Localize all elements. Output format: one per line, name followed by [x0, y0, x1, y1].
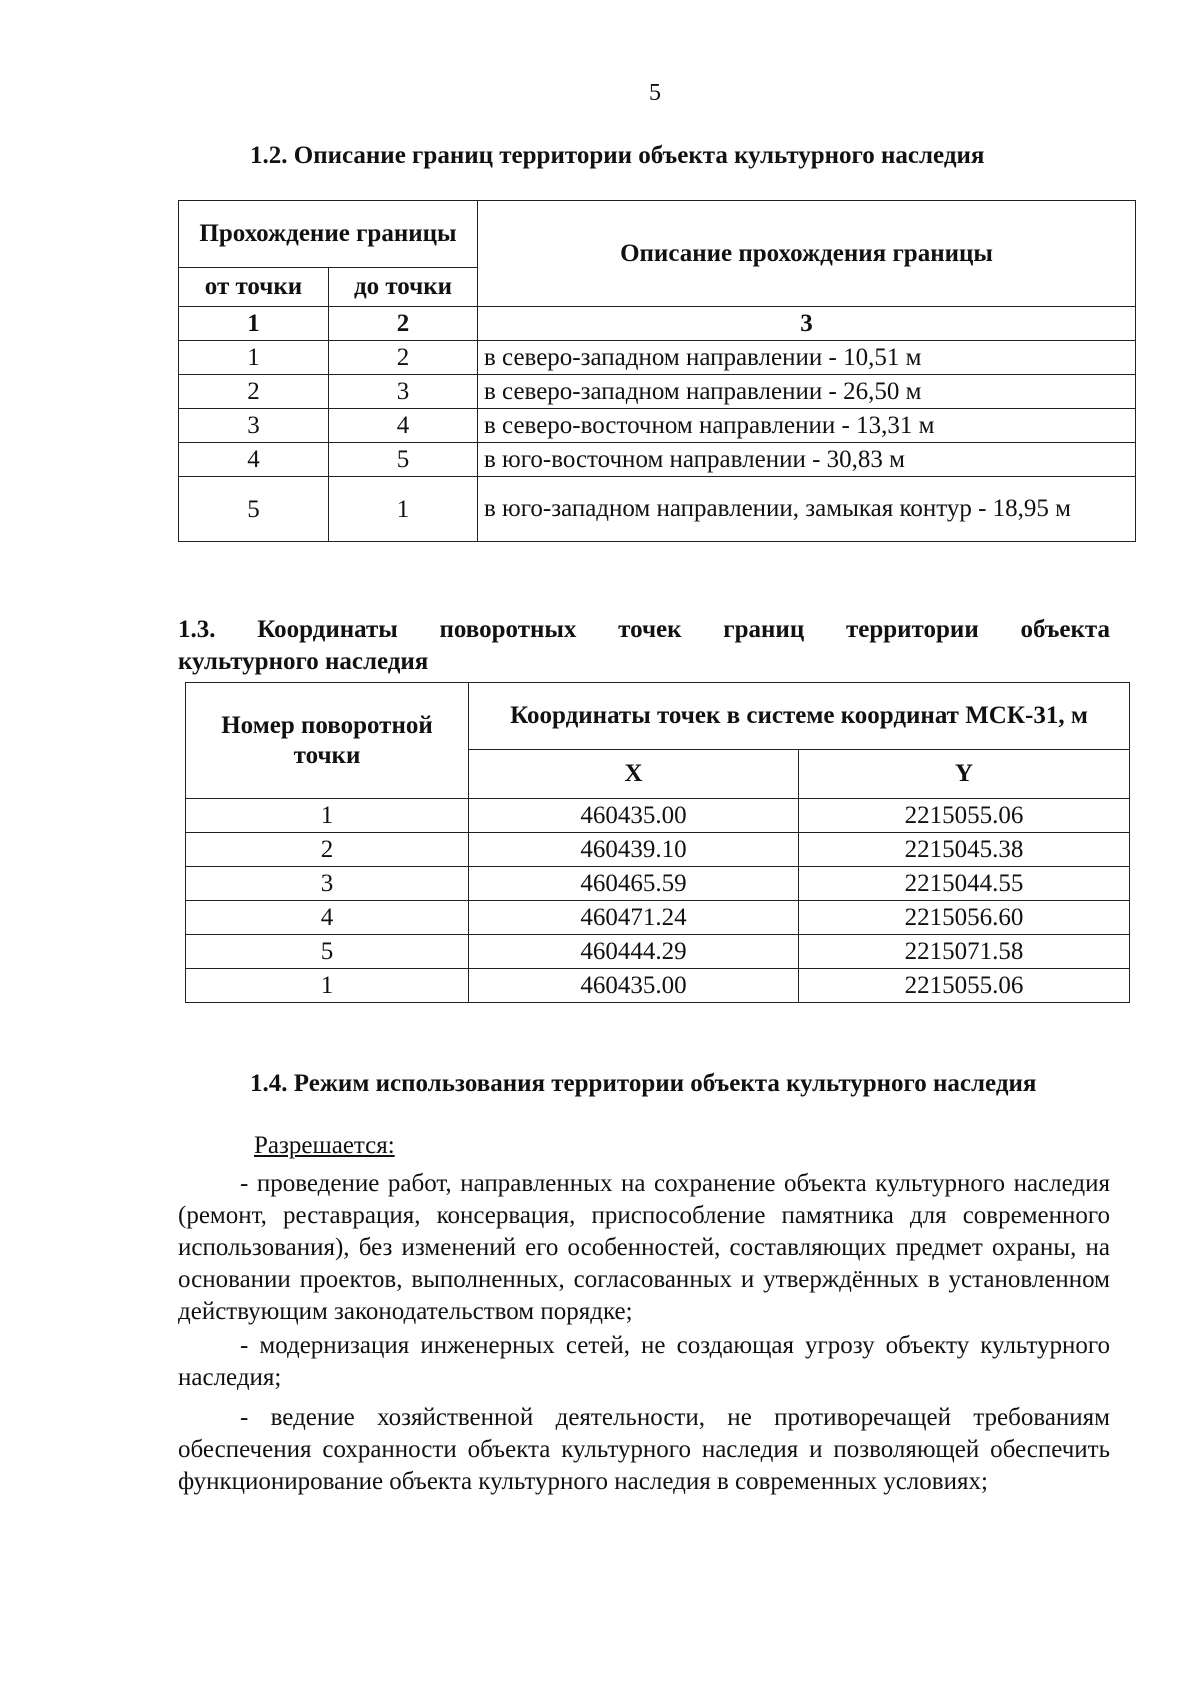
description-cell: в северо-западном направлении - 10,51 м — [478, 341, 1136, 375]
coordinates-table — [185, 682, 1130, 1003]
description-cell: в юго-западном направлении, замыкая контур - 18,95 м — [478, 477, 1136, 542]
table-row — [186, 969, 1130, 1003]
x-cell: 460435.00 — [469, 799, 799, 833]
point-cell: 3 — [186, 867, 469, 901]
y-cell: 2215055.06 — [799, 969, 1130, 1003]
from-point-cell: 3 — [179, 409, 329, 443]
point-cell: 1 — [186, 969, 469, 1003]
table-header-row — [186, 683, 1130, 750]
allowed-label: Разрешается: — [254, 1132, 395, 1159]
section-title-1-4: 1.4. Режим использования территории объекта культурного наследия — [250, 1070, 1037, 1097]
point-cell: 2 — [186, 833, 469, 867]
header-y: Y — [799, 750, 1130, 799]
header-passage: Прохождение границы — [179, 201, 478, 268]
y-cell: 2215044.55 — [799, 867, 1130, 901]
header-to-point: до точки — [329, 268, 478, 307]
x-cell: 460435.00 — [469, 969, 799, 1003]
x-cell: 460471.24 — [469, 901, 799, 935]
section-title-1-2: 1.2. Описание границ территории объекта культурного наследия — [250, 142, 985, 169]
header-point-number: Номер поворотной точки — [186, 683, 469, 799]
section-title-1-3: 1.3. Координаты поворотных точек границ территории объекта — [178, 616, 1110, 643]
table-header-row — [179, 201, 1136, 268]
table-row — [179, 341, 1136, 375]
x-cell: 460465.59 — [469, 867, 799, 901]
allowed-item-paragraph: - модернизация инженерных сетей, не создающая угрозу объекту культурного наследия; — [178, 1332, 1110, 1391]
to-point-cell: 1 — [329, 477, 478, 542]
y-cell: 2215071.58 — [799, 935, 1130, 969]
to-point-cell: 2 — [329, 341, 478, 375]
x-cell: 460444.29 — [469, 935, 799, 969]
y-cell: 2215055.06 — [799, 799, 1130, 833]
column-number: 2 — [329, 307, 478, 341]
boundary-description-table — [178, 200, 1136, 542]
section-title-1-3-continued: культурного наследия — [178, 648, 429, 675]
header-from-point: от точки — [179, 268, 329, 307]
header-x: X — [469, 750, 799, 799]
point-cell: 1 — [186, 799, 469, 833]
column-number-row — [179, 307, 1136, 341]
header-description: Описание прохождения границы — [478, 201, 1136, 307]
description-cell: в северо-восточном направлении - 13,31 м — [478, 409, 1136, 443]
column-number: 1 — [179, 307, 329, 341]
table-row — [186, 901, 1130, 935]
allowed-item-paragraph: - проведение работ, направленных на сохранение объекта культурного наследия (ремонт, реставрация, консервация, приспособление памятника для современного использования), без изменений его особенностей, составляющих предмет охраны, на основании проектов, выполненных, согласованных и утверждённых в установленном действующим законодательством порядке; — [178, 1170, 1110, 1325]
table-row — [186, 799, 1130, 833]
table-row — [179, 375, 1136, 409]
to-point-cell: 3 — [329, 375, 478, 409]
to-point-cell: 4 — [329, 409, 478, 443]
table-row — [179, 443, 1136, 477]
description-cell: в юго-восточном направлении - 30,83 м — [478, 443, 1136, 477]
description-cell: в северо-западном направлении - 26,50 м — [478, 375, 1136, 409]
header-coordinates: Координаты точек в системе координат МСК-31, м — [469, 683, 1130, 750]
allowed-item-paragraph: - ведение хозяйственной деятельности, не противоречащей требованиям обеспечения сохранности объекта культурного наследия и позволяющей обеспечить функционирование объекта культурного наследия в современных условиях; — [178, 1404, 1110, 1495]
table-row — [179, 477, 1136, 542]
x-cell: 460439.10 — [469, 833, 799, 867]
table-row — [186, 935, 1130, 969]
y-cell: 2215045.38 — [799, 833, 1130, 867]
table-row — [186, 867, 1130, 901]
from-point-cell: 4 — [179, 443, 329, 477]
to-point-cell: 5 — [329, 443, 478, 477]
from-point-cell: 1 — [179, 341, 329, 375]
point-cell: 5 — [186, 935, 469, 969]
table-row — [186, 833, 1130, 867]
table-row — [179, 409, 1136, 443]
from-point-cell: 5 — [179, 477, 329, 542]
page-number: 5 — [649, 80, 661, 106]
y-cell: 2215056.60 — [799, 901, 1130, 935]
column-number: 3 — [478, 307, 1136, 341]
point-cell: 4 — [186, 901, 469, 935]
from-point-cell: 2 — [179, 375, 329, 409]
